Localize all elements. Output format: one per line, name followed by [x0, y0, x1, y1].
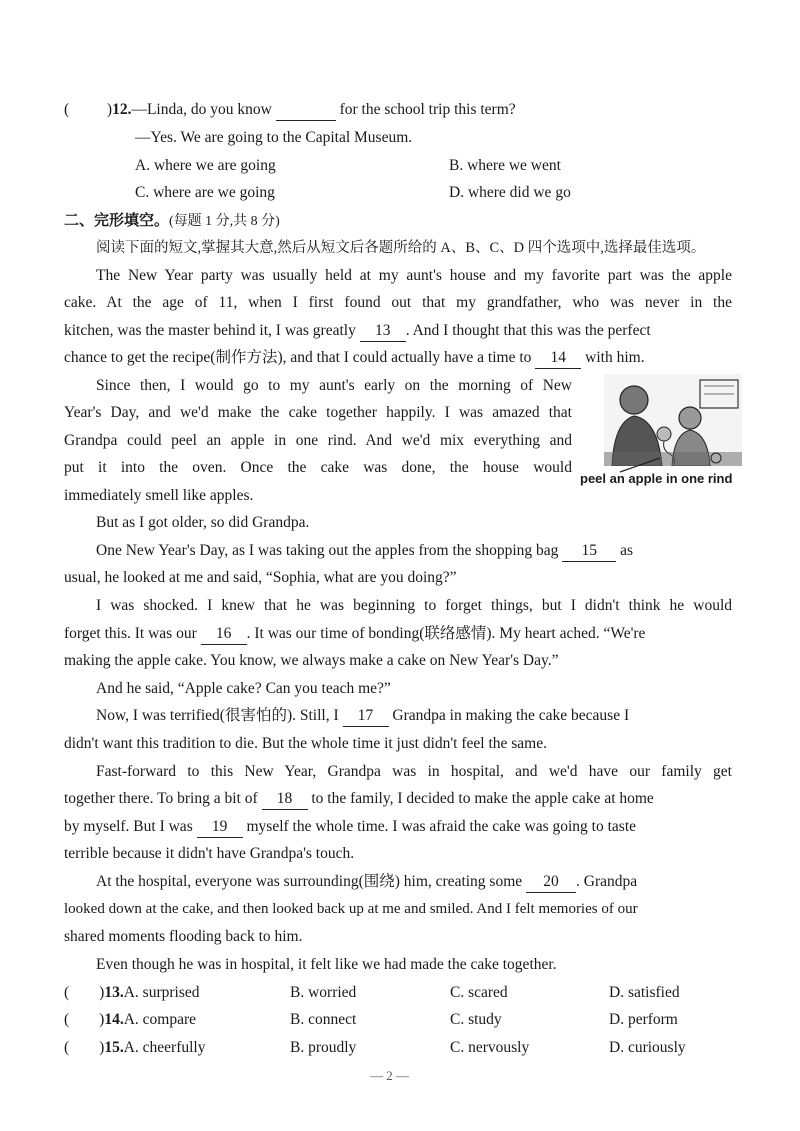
- option-b[interactable]: B. proudly: [290, 1039, 357, 1056]
- question-stem-a: —Linda, do you know: [131, 101, 272, 118]
- passage-line: cake. At the age of 11, when I first found out that my grandfather, who was never in the: [64, 294, 732, 311]
- passage-text: . It was our time of bonding(联络感情). My heart ached. “We're: [246, 625, 646, 642]
- page-number: — 2 —: [370, 1068, 409, 1083]
- answer-bracket[interactable]: ( )14.A. compare: [64, 1011, 197, 1028]
- passage-line: [64, 348, 645, 369]
- illustration-caption: peel an apple in one rind: [580, 471, 733, 486]
- passage-line: shared moments flooding back to him.: [64, 928, 303, 945]
- passage-line: [64, 817, 636, 838]
- section-title: 二、完形填空。: [64, 211, 170, 229]
- passage-line: making the apple cake. You know, we always make a cake on New Year's Day.”: [64, 652, 559, 669]
- passage-line: I was shocked. I knew that he was beginning to forget things, but I didn't think he would: [96, 597, 732, 614]
- option-a[interactable]: A. compare: [123, 1011, 197, 1028]
- passage-text: forget this. It was our: [64, 625, 197, 642]
- passage-line: put it into the oven. Once the cake was done, the house would: [64, 459, 572, 476]
- option-b[interactable]: B. worried: [290, 984, 357, 1001]
- passage-line: Fast-forward to this New Year, Grandpa was in hospital, and we'd have our family get: [96, 763, 732, 780]
- section-instruction: 阅读下面的短文,掌握其大意,然后从短文后各题所给的 A、B、C、D 四个选项中,选择最佳选项。: [96, 240, 706, 256]
- blank-16[interactable]: 16: [201, 624, 247, 645]
- passage-text: Now, I was terrified(很害怕的). Still, I: [96, 707, 339, 724]
- passage-text: . Grandpa: [576, 873, 638, 890]
- option-a[interactable]: A. cheerfully: [123, 1039, 206, 1056]
- section-heading: [64, 210, 280, 232]
- grandpa-peeling-apple-illustration: [604, 374, 742, 466]
- blank-18[interactable]: 18: [262, 789, 308, 810]
- option-d[interactable]: D. satisfied: [609, 984, 680, 1001]
- passage-line: [96, 872, 637, 893]
- question-12: [64, 100, 516, 121]
- blank-20[interactable]: 20: [526, 872, 576, 893]
- passage-line: Even though he was in hospital, it felt like we had made the cake together.: [96, 956, 557, 973]
- passage-line: [64, 624, 645, 645]
- passage-text: At the hospital, everyone was surrounding(围绕) him, creating some: [96, 873, 523, 890]
- question-12-response: —Yes. We are going to the Capital Museum.: [135, 129, 413, 146]
- passage-text: as: [620, 542, 634, 559]
- fill-blank[interactable]: [276, 100, 336, 121]
- section-score: (每题 1 分,共 8 分): [169, 214, 280, 229]
- option-d[interactable]: D. curiously: [609, 1039, 686, 1056]
- passage-line: And he said, “Apple cake? Can you teach me?”: [96, 680, 391, 697]
- passage-line: [64, 789, 654, 810]
- passage-line: usual, he looked at me and said, “Sophia, what are you doing?”: [64, 569, 457, 586]
- option-a[interactable]: A. where we are going: [135, 157, 276, 174]
- passage-text: to the family, I decided to make the apple cake at home: [311, 790, 654, 807]
- passage-line: The New Year party was usually held at my aunt's house and my favorite part was the apple: [96, 267, 732, 284]
- question-number: 12.: [112, 101, 132, 118]
- passage-line: [64, 321, 651, 342]
- option-d[interactable]: D. perform: [609, 1011, 678, 1028]
- passage-line: But as I got older, so did Grandpa.: [96, 514, 310, 531]
- answer-bracket[interactable]: ( )13.A. surprised: [64, 984, 200, 1001]
- blank-15[interactable]: 15: [562, 541, 616, 562]
- passage-text: by myself. But I was: [64, 818, 193, 835]
- option-c[interactable]: C. scared: [450, 984, 508, 1001]
- answer-bracket-open: (: [64, 101, 70, 118]
- passage-line: [96, 706, 629, 727]
- option-b[interactable]: B. connect: [290, 1011, 357, 1028]
- passage-text: . And I thought that this was the perfect: [405, 322, 651, 339]
- blank-14[interactable]: 14: [535, 348, 581, 369]
- passage-line: Grandpa could peel an apple in one rind. And we'd mix everything and: [64, 432, 572, 449]
- passage-line: Since then, I would go to my aunt's early on the morning of New: [96, 377, 572, 394]
- question-stem-b: for the school trip this term?: [339, 101, 516, 118]
- blank-13[interactable]: 13: [360, 321, 406, 342]
- answer-bracket-close: ): [106, 101, 113, 118]
- passage-text: Grandpa in making the cake because I: [392, 707, 630, 724]
- option-c[interactable]: C. nervously: [450, 1039, 530, 1056]
- passage-line: terrible because it didn't have Grandpa's touch.: [64, 845, 355, 862]
- passage-line: [96, 541, 633, 562]
- passage-text: together there. To bring a bit of: [64, 790, 258, 807]
- answer-bracket[interactable]: ( )15.A. cheerfully: [64, 1039, 206, 1056]
- passage-line: looked down at the cake, and then looked back up at me and smiled. And I felt memories of our: [64, 901, 638, 917]
- passage-text: chance to get the recipe(制作方法), and that I could actually have a time to: [64, 349, 532, 366]
- blank-17[interactable]: 17: [343, 706, 389, 727]
- passage-line: didn't want this tradition to die. But the whole time it just didn't feel the same.: [64, 735, 547, 752]
- passage-line: Year's Day, and we'd make the cake together happily. I was amazed that: [64, 404, 572, 421]
- passage-text: myself the whole time. I was afraid the cake was going to taste: [246, 818, 637, 835]
- option-b[interactable]: B. where we went: [449, 157, 561, 174]
- passage-text: One New Year's Day, as I was taking out the apples from the shopping bag: [96, 542, 559, 559]
- passage-text: kitchen, was the master behind it, I was greatly: [64, 322, 356, 339]
- passage-text: with him.: [585, 349, 645, 366]
- option-c[interactable]: C. where are we going: [135, 184, 275, 201]
- option-d[interactable]: D. where did we go: [449, 184, 571, 201]
- option-c[interactable]: C. study: [450, 1011, 502, 1028]
- blank-19[interactable]: 19: [197, 817, 243, 838]
- option-a[interactable]: A. surprised: [123, 984, 200, 1001]
- passage-line: immediately smell like apples.: [64, 487, 254, 504]
